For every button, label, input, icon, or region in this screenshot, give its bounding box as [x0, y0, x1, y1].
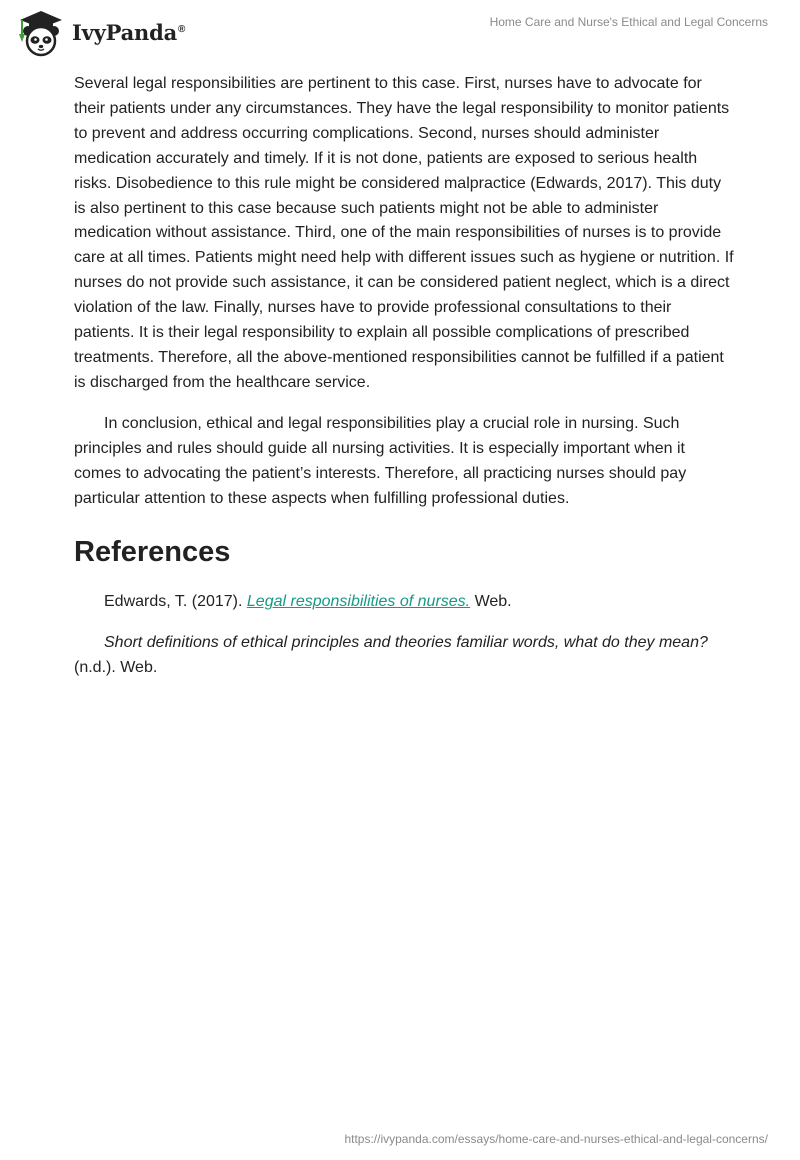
brand-name: IvyPanda® — [72, 19, 186, 45]
body-paragraph: Several legal responsibilities are pertinent to this case. First, nurses have to advocate for their patients under any circumstances. They have the legal responsibility to monitor patients to prevent and address occurring complications. Second, nurses should administer medication accurately and timely. If it is not done, patients are exposed to serious health risks. Disobedience to this rule might be considered malpractice (Edwards, 2017). This duty is also pertinent to this case because such patients might not be able to administer medication without assistance. Third, one of the main responsibilities of nurses is to provide care at all times. Patients might need help with different issues such as hygiene or nutrition. If nurses do not provide such assistance, it can be considered patient neglect, which is a direct violation of the law. Finally, nurses have to provide professional consultations to their patients. It is their legal responsibility to explain all possible complications of prescribed treatments. Therefore, all the above-mentioned responsibilities cannot be fulfilled if a patient is discharged from the healthcare service. — [74, 75, 734, 391]
reference-title: Short definitions of ethical principles and theories familiar words, what do they mean? — [104, 634, 708, 652]
reference-suffix: Web. — [470, 593, 512, 611]
page-header — [0, 0, 800, 62]
registered-mark: ® — [178, 23, 186, 35]
panda-graduate-icon — [16, 8, 66, 58]
ivypanda-logo[interactable] — [16, 8, 185, 58]
reference-link[interactable]: Legal responsibilities of nurses. — [246, 593, 471, 611]
footer-url[interactable]: https://ivypanda.com/essays/home-care-and-nurses-ethical-and-legal-concerns/ — [344, 1132, 768, 1146]
references-heading: References — [74, 536, 231, 569]
reference-item — [74, 589, 734, 614]
conclusion-paragraph: In conclusion, ethical and legal responsibilities play a crucial role in nursing. Such principles and rules should guide all nursing activities. It is especially important when it comes to advocating the patient’s interests. Therefore, all practicing nurses should pay particular attention to these aspects when fulfilling professional duties. — [74, 414, 687, 507]
reference-suffix: (n.d.). Web. — [74, 659, 158, 677]
document-title: Home Care and Nurse's Ethical and Legal Concerns — [489, 15, 768, 29]
reference-prefix: Edwards, T. (2017). — [104, 593, 247, 611]
reference-item — [74, 630, 734, 680]
essay-content — [74, 72, 734, 696]
